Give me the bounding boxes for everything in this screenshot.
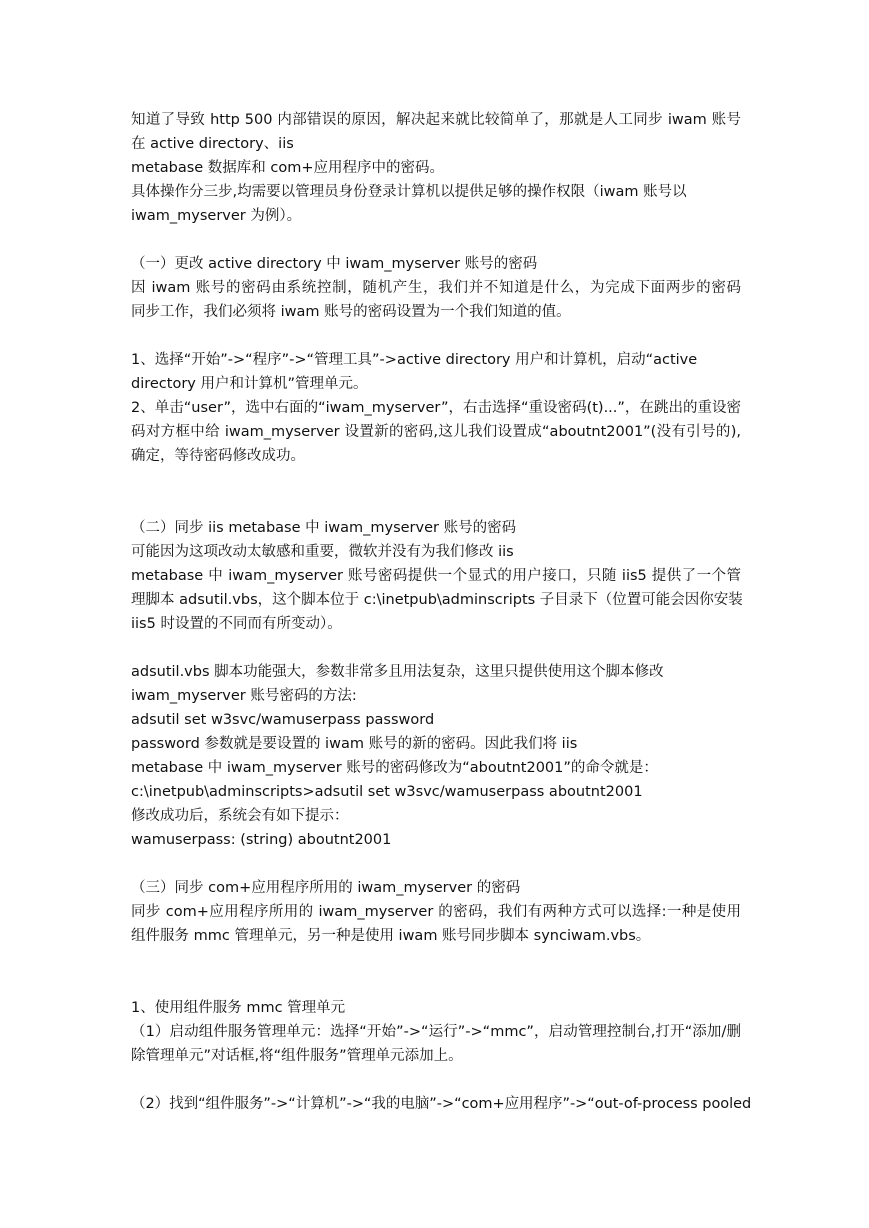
blank-line (131, 228, 741, 252)
blank-line (131, 972, 741, 996)
blank-line (131, 948, 741, 972)
text-line: metabase 数据库和 com+应用程序中的密码。 (131, 160, 445, 176)
text-line: c:\inetpub\adminscripts>adsutil set w3svc/wamuserpass aboutnt2001 (131, 784, 643, 800)
blank-line (131, 324, 741, 348)
text-line: 1、选择“开始”->“程序”->“管理工具”->active directory 用户和计算机，启动“active (131, 352, 698, 368)
text-line: adsutil set w3svc/wamuserpass password (131, 712, 435, 728)
text-line: （2）找到“组件服务”->“计算机”->“我的电脑”->“com+应用程序”->“out-of-process pooled (131, 1096, 752, 1112)
text-line: 2、单击“user”，选中右面的“iwam_myserver”，右击选择“重设密码(t)...”，在跳出的重设密 (131, 400, 741, 416)
text-line: wamuserpass: (string) aboutnt2001 (131, 832, 392, 848)
text-line: 码对方框中给 iwam_myserver 设置新的密码,这儿我们设置成“aboutnt2001”(没有引号的), (131, 424, 741, 440)
text-line: 可能因为这项改动太敏感和重要，微软并没有为我们修改 iis (131, 544, 514, 560)
text-line: 同步 com+应用程序所用的 iwam_myserver 的密码，我们有两种方式可以选择:一种是使用 (131, 904, 741, 920)
text-line: 具体操作分三步,均需要以管理员身份登录计算机以提供足够的操作权限（iwam 账号以 (131, 184, 687, 200)
text-line: 在 active directory、iis (131, 136, 294, 152)
text-line: 因 iwam 账号的密码由系统控制，随机产生，我们并不知道是什么，为完成下面两步的密码 (131, 280, 741, 296)
text-line: directory 用户和计算机”管理单元。 (131, 376, 368, 392)
text-line: 1、使用组件服务 mmc 管理单元 (131, 1000, 346, 1016)
text-line: 确定，等待密码修改成功。 (131, 448, 305, 464)
text-line: 理脚本 adsutil.vbs，这个脚本位于 c:\inetpub\adminscripts 子目录下（位置可能会因你安装 (131, 592, 743, 608)
blank-line (131, 468, 741, 492)
text-line: （二）同步 iis metabase 中 iwam_myserver 账号的密码 (131, 520, 517, 536)
text-line: 组件服务 mmc 管理单元，另一种是使用 iwam 账号同步脚本 synciwam.vbs。 (131, 928, 651, 944)
text-line: （一）更改 active directory 中 iwam_myserver 账号的密码 (131, 256, 538, 272)
blank-line (131, 852, 741, 876)
text-line: 同步工作，我们必须将 iwam 账号的密码设置为一个我们知道的值。 (131, 304, 571, 320)
text-line: iis5 时设置的不同而有所变动）。 (131, 616, 342, 632)
text-line: 修改成功后，系统会有如下提示： (131, 808, 349, 824)
text-line: iwam_myserver 账号密码的方法: (131, 688, 357, 704)
text-line: （三）同步 com+应用程序所用的 iwam_myserver 的密码 (131, 880, 521, 896)
text-line: metabase 中 iwam_myserver 账号的密码修改为“aboutnt2001”的命令就是： (131, 760, 658, 776)
text-line: iwam_myserver 为例）。 (131, 208, 302, 224)
text-line: （1）启动组件服务管理单元：选择“开始”->“运行”->“mmc”，启动管理控制台,打开“添加/删 (131, 1024, 741, 1040)
text-line: 除管理单元”对话框,将“组件服务”管理单元添加上。 (131, 1048, 463, 1064)
text-line: adsutil.vbs 脚本功能强大，参数非常多且用法复杂，这里只提供使用这个脚本修改 (131, 664, 664, 680)
document-body (131, 108, 752, 1116)
text-line: metabase 中 iwam_myserver 账号密码提供一个显式的用户接口，只随 iis5 提供了一个管 (131, 568, 741, 584)
blank-line (131, 636, 741, 660)
blank-line (131, 1068, 741, 1092)
blank-line (131, 492, 741, 516)
text-line: 知道了导致 http 500 内部错误的原因，解决起来就比较简单了，那就是人工同步 iwam 账号 (131, 112, 741, 128)
text-line: password 参数就是要设置的 iwam 账号的新的密码。因此我们将 iis (131, 736, 578, 752)
